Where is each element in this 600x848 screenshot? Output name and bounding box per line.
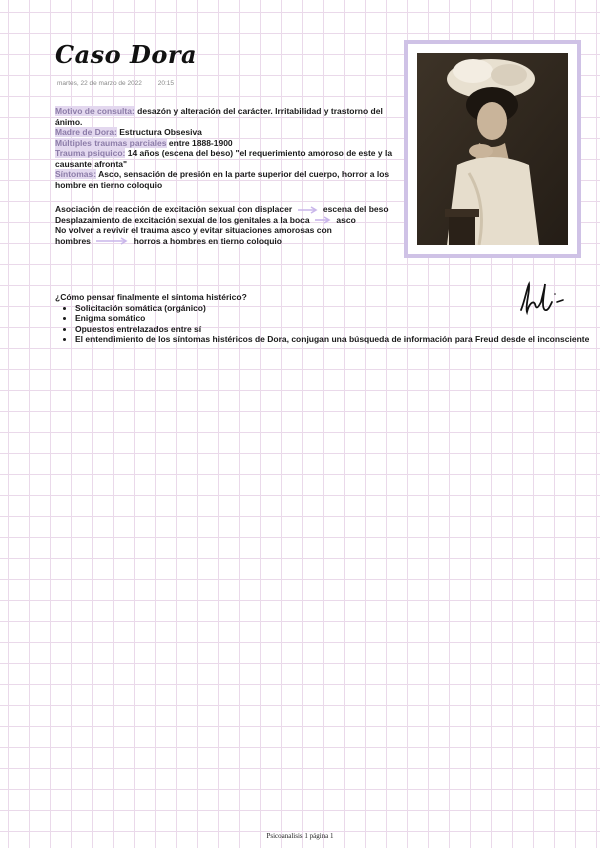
page-timestamp bbox=[57, 80, 188, 87]
list-item: • Solicitación somática (orgánico) bbox=[75, 303, 595, 314]
note-asociacion bbox=[55, 204, 395, 215]
page-date: martes, 22 de marzo de 2022 bbox=[57, 80, 142, 87]
list-item: • Opuestos entrelazados entre sí bbox=[75, 324, 595, 335]
portrait-photo bbox=[417, 53, 568, 245]
hombres-text: hombres bbox=[55, 235, 91, 246]
note-madre bbox=[55, 127, 395, 138]
asociacion-result: escena del beso bbox=[322, 204, 389, 214]
note-no-volver: No volver a revivir el trauma asco y evitar situaciones amorosas con bbox=[55, 225, 332, 235]
page-time: 20:15 bbox=[157, 80, 175, 87]
motivo-text: desazón y alteración del carácter. Irritabilidad y trastorno del ánimo. bbox=[55, 106, 383, 127]
asociacion-text: Asociación de reacción de excitación sexual con displacer bbox=[55, 204, 293, 214]
highlight-trauma-label: Trauma psiquico: bbox=[55, 148, 126, 158]
sintomas-text: Asco, sensación de presión en la parte superior del cuerpo, horror a los hombre en tierno coloquio bbox=[55, 169, 390, 190]
list-item: • Enigma somático bbox=[75, 313, 595, 324]
question-heading: ¿Cómo pensar finalmente el síntoma histérico? bbox=[55, 292, 247, 302]
arrow-right-icon bbox=[314, 216, 332, 224]
note-trauma bbox=[55, 148, 395, 169]
arrow-right-icon bbox=[95, 237, 129, 245]
madre-text: Estructura Obsesiva bbox=[116, 127, 202, 137]
desplazamiento-text: Desplazamiento de excitación sexual de los genitales a la boca bbox=[55, 214, 310, 225]
note-sintomas bbox=[55, 169, 395, 190]
trauma-text: 14 años (escena del beso) "el requerimiento amoroso de este y la causante afronta" bbox=[55, 148, 393, 169]
highlight-motivo-label: Motivo de consulta: bbox=[55, 106, 135, 116]
notes-block bbox=[55, 106, 395, 246]
highlight-madre-label: Madre de Dora: bbox=[55, 127, 117, 137]
traumas-text: entre 1888-1900 bbox=[166, 137, 233, 148]
page-title: Caso Dora bbox=[55, 40, 198, 69]
note-traumas bbox=[55, 138, 395, 149]
question-block bbox=[55, 292, 595, 345]
list-item: • El entendimiento de los síntomas histéricos de Dora, conjugan una búsqueda de información para Freud desde el inconsciente bbox=[75, 334, 595, 345]
portrait-photo-frame bbox=[404, 40, 581, 258]
hombres-result: horros a hombres en tierno coloquio bbox=[133, 235, 282, 246]
question-list bbox=[55, 303, 595, 345]
desplazamiento-result: asco bbox=[336, 214, 356, 225]
highlight-traumas-label: Múltiples traumas parciales bbox=[55, 137, 167, 148]
note-motivo bbox=[55, 106, 395, 127]
highlight-sintomas-label: Síntomas: bbox=[55, 169, 97, 179]
arrow-right-icon bbox=[297, 206, 319, 214]
note-hombres bbox=[55, 236, 395, 247]
page-footer: Psicoanalisis 1 página 1 bbox=[266, 832, 334, 840]
note-desplazamiento bbox=[55, 215, 395, 226]
